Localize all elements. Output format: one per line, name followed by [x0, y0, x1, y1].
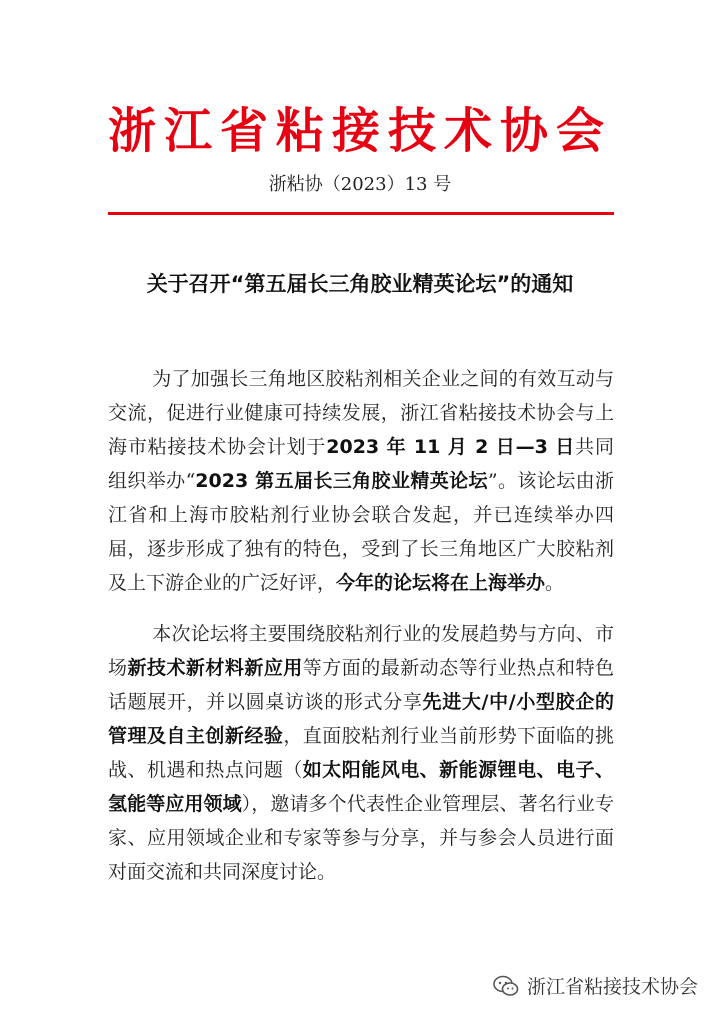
p1-run-1: 为了加强长三角地区胶粘剂相关企业之间的有效互动与交流，促进行业健康可持续发展，浙江省粘接技术协会与上海市粘接技术协会计划于: [108, 368, 614, 458]
p2-run-1: 本次论坛将主要围绕胶粘剂行业的发展趋势与方向、市场: [108, 623, 614, 679]
p2-run-2: 新技术新材料新应用: [127, 657, 303, 679]
p1-run-7: 。: [545, 572, 565, 594]
p2-run-3: 等方面的最新动态等行业热点和特色话题展开，并以圆桌访谈的形式分享: [108, 657, 614, 713]
red-divider: [108, 212, 614, 215]
p2-run-5: ，直面胶粘剂行业当前形势下面临的挑战、机遇和热点问题（: [108, 725, 614, 781]
notice-title: 关于召开“第五届长三角胶业精英论坛”的通知: [146, 272, 574, 296]
watermark-text: 浙江省粘接技术协会: [526, 976, 698, 998]
account-watermark: [493, 972, 698, 999]
wechat-icon: [493, 975, 519, 997]
p1-run-5: ”。该论坛由浙江省和上海市胶粘剂行业协会联合发起，并已连续举办四届，逐步形成了独有的特色，受到了长三角地区广大胶粘剂及上下游企业的广泛好评，: [108, 470, 614, 594]
document-number: 浙粘协（2023）13 号: [268, 174, 452, 195]
org-title: 浙江省粘接技术协会: [107, 103, 612, 159]
p1-run-3: 共同组织举办“: [108, 436, 614, 492]
p1-run-2: 2023 年 11 月 2 日—3 日: [326, 436, 576, 458]
body-paragraph-1: [108, 362, 614, 600]
p2-run-7: ），邀请多个代表性企业管理层、著名行业专家、应用领域企业和专家等参与分享，并与参会人员进行面对面交流和共同深度讨论。: [108, 793, 614, 883]
p1-run-4: 2023 第五届长三角胶业精英论坛: [195, 470, 488, 492]
p2-run-6: 如太阳能风电、新能源锂电、电子、氢能等应用领域: [108, 759, 614, 815]
body-paragraph-2: [108, 617, 614, 889]
p1-run-6: 今年的论坛将在上海举办: [336, 572, 546, 594]
p2-run-4: 先进大/中/小型胶企的管理及自主创新经验: [108, 691, 614, 747]
